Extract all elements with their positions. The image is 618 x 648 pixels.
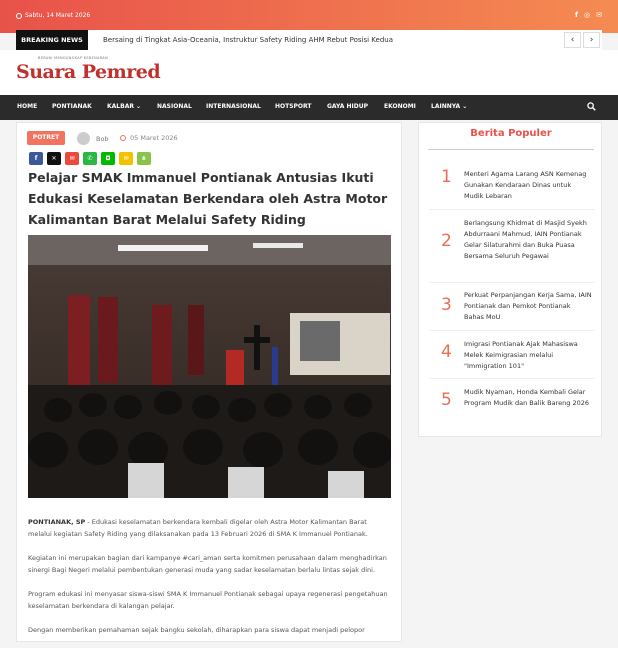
date-text: Sabtu, 14 Maret 2026: [25, 12, 91, 19]
nav-lainnya-label: LAINNYA: [431, 103, 461, 110]
chevron-down-icon: ⌄: [462, 103, 468, 110]
divider: [428, 149, 594, 150]
search-icon[interactable]: [587, 102, 596, 111]
divider: [429, 209, 595, 210]
email-icon[interactable]: ✉: [596, 11, 602, 19]
nav-pontianak[interactable]: PONTIANAK: [52, 103, 92, 110]
category-badge[interactable]: POTRET: [27, 131, 65, 145]
popular-item-title[interactable]: Menteri Agama Larang ASN Kemenag Gunakan Kendaraan Dinas untuk Mudik Lebaran: [464, 170, 587, 200]
facebook-icon[interactable]: f: [29, 152, 43, 165]
nav-home[interactable]: HOME: [17, 103, 38, 110]
article-title: Pelajar SMAK Immanuel Pontianak Antusias Ikuti Edukasi Keselamatan Berkendara oleh Astra Motor Kalimantan Barat Melalui Safety Riding: [28, 170, 388, 227]
article-body: [28, 516, 390, 648]
popular-news-widget: [418, 122, 602, 437]
clock-icon: [120, 135, 126, 141]
popular-item-title[interactable]: Berlangsung Khidmat di Masjid Syekh Abdurraani Mahmud, IAIN Pontianak Gelar Silaturahmi dan Buka Puasa Bersama Seluruh Pegawai: [464, 219, 587, 260]
logo-tagline: BERANI MENGUNGKAP KEBENARAN: [38, 56, 108, 60]
article-paragraph-text: - Edukasi keselamatan berkendara kembali digelar oleh Astra Motor Kalimantan Barat melalui kegiatan Safety Riding yang dilaksanakan pada 13 Februari 2026 di SMA K Immanuel Pontianak.: [28, 518, 368, 538]
divider: [429, 378, 595, 379]
instagram-icon[interactable]: ◎: [584, 11, 591, 19]
line-icon[interactable]: ◘: [101, 152, 115, 165]
whatsapp-icon[interactable]: ✆: [83, 152, 97, 165]
current-date: [16, 12, 90, 19]
ticker-next-button[interactable]: ›: [583, 32, 600, 48]
publish-date-text: 05 Maret 2026: [130, 134, 178, 142]
share-icon[interactable]: ⋔: [137, 152, 151, 165]
popular-item-number: 2: [441, 231, 452, 251]
article-photo: [28, 235, 391, 498]
article-paragraph: Dengan memberikan pemahaman sejak bangku sekolah, diharapkan para siswa dapat menjadi pelopor: [28, 626, 365, 634]
nav-lainnya[interactable]: [431, 103, 467, 110]
ticker-prev-button[interactable]: ‹: [564, 32, 581, 48]
avatar: [77, 132, 90, 145]
popular-item-number: 3: [441, 295, 452, 315]
author-name[interactable]: Bob: [96, 135, 109, 143]
article-paragraph: [28, 516, 390, 540]
article-dateline: PONTIANAK, SP: [28, 518, 86, 526]
popular-item-number: 5: [441, 390, 452, 410]
sms-icon[interactable]: ✉: [119, 152, 133, 165]
email-icon[interactable]: ✉: [65, 152, 79, 165]
popular-item-title[interactable]: Mudik Nyaman, Honda Kembali Gelar Program Mudik dan Balik Bareng 2026: [464, 388, 589, 407]
widget-title: Berita Populer: [470, 128, 552, 139]
nav-hotsport[interactable]: HOTSPORT: [275, 103, 312, 110]
breaking-news-ticker: [16, 30, 602, 50]
nav-gaya-hidup[interactable]: GAYA HIDUP: [327, 103, 369, 110]
popular-item-title[interactable]: Imigrasi Pontianak Ajak Mahasiswa Melek Keimigrasian melalui "Immigration 101": [464, 340, 578, 370]
logo-name: Suara Pemred: [16, 61, 161, 83]
popular-item-number: 1: [441, 167, 452, 187]
breaking-news-label: BREAKING NEWS: [16, 30, 88, 50]
share-buttons: [29, 152, 151, 165]
popular-item-number: 4: [441, 342, 452, 362]
divider: [429, 330, 595, 331]
main-navigation: [0, 95, 618, 120]
divider: [429, 282, 595, 283]
x-icon[interactable]: ✕: [47, 152, 61, 165]
publish-date: [120, 134, 178, 142]
social-links: [575, 11, 602, 19]
nav-ekonomi[interactable]: EKONOMI: [384, 103, 416, 110]
facebook-icon[interactable]: f: [574, 11, 579, 19]
chevron-down-icon: ⌄: [136, 103, 142, 110]
top-bar: [0, 0, 618, 33]
nav-nasional[interactable]: NASIONAL: [157, 103, 192, 110]
article-paragraph: Kegiatan ini merupakan bagian dari kampanye #cari_aman serta komitmen perusahaan dalam menghadirkan sinergi Bagi Negeri melalui pembentukan generasi muda yang sadar keselamatan berlalu lintas sejak dini.: [28, 554, 387, 574]
clock-icon: [16, 13, 22, 19]
safety-riding-event-photo: [28, 235, 391, 498]
breaking-news-headline[interactable]: Bersaing di Tingkat Asia-Oceania, Instruktur Safety Riding AHM Rebut Posisi Kedua: [103, 36, 393, 44]
nav-kalbar-label: KALBAR: [107, 103, 134, 110]
popular-item-title[interactable]: Perkuat Perpanjangan Kerja Sama, IAIN Pontianak dan Pemkot Pontianak Bahas MoU: [464, 291, 592, 321]
article-paragraph: Program edukasi ini menyasar siswa-siswi SMA K Immanuel Pontianak sebagai upaya regenerasi pengetahuan keselamatan berkendara di kalangan pelajar.: [28, 590, 388, 610]
nav-kalbar[interactable]: [107, 103, 141, 110]
nav-internasional[interactable]: INTERNASIONAL: [206, 103, 261, 110]
